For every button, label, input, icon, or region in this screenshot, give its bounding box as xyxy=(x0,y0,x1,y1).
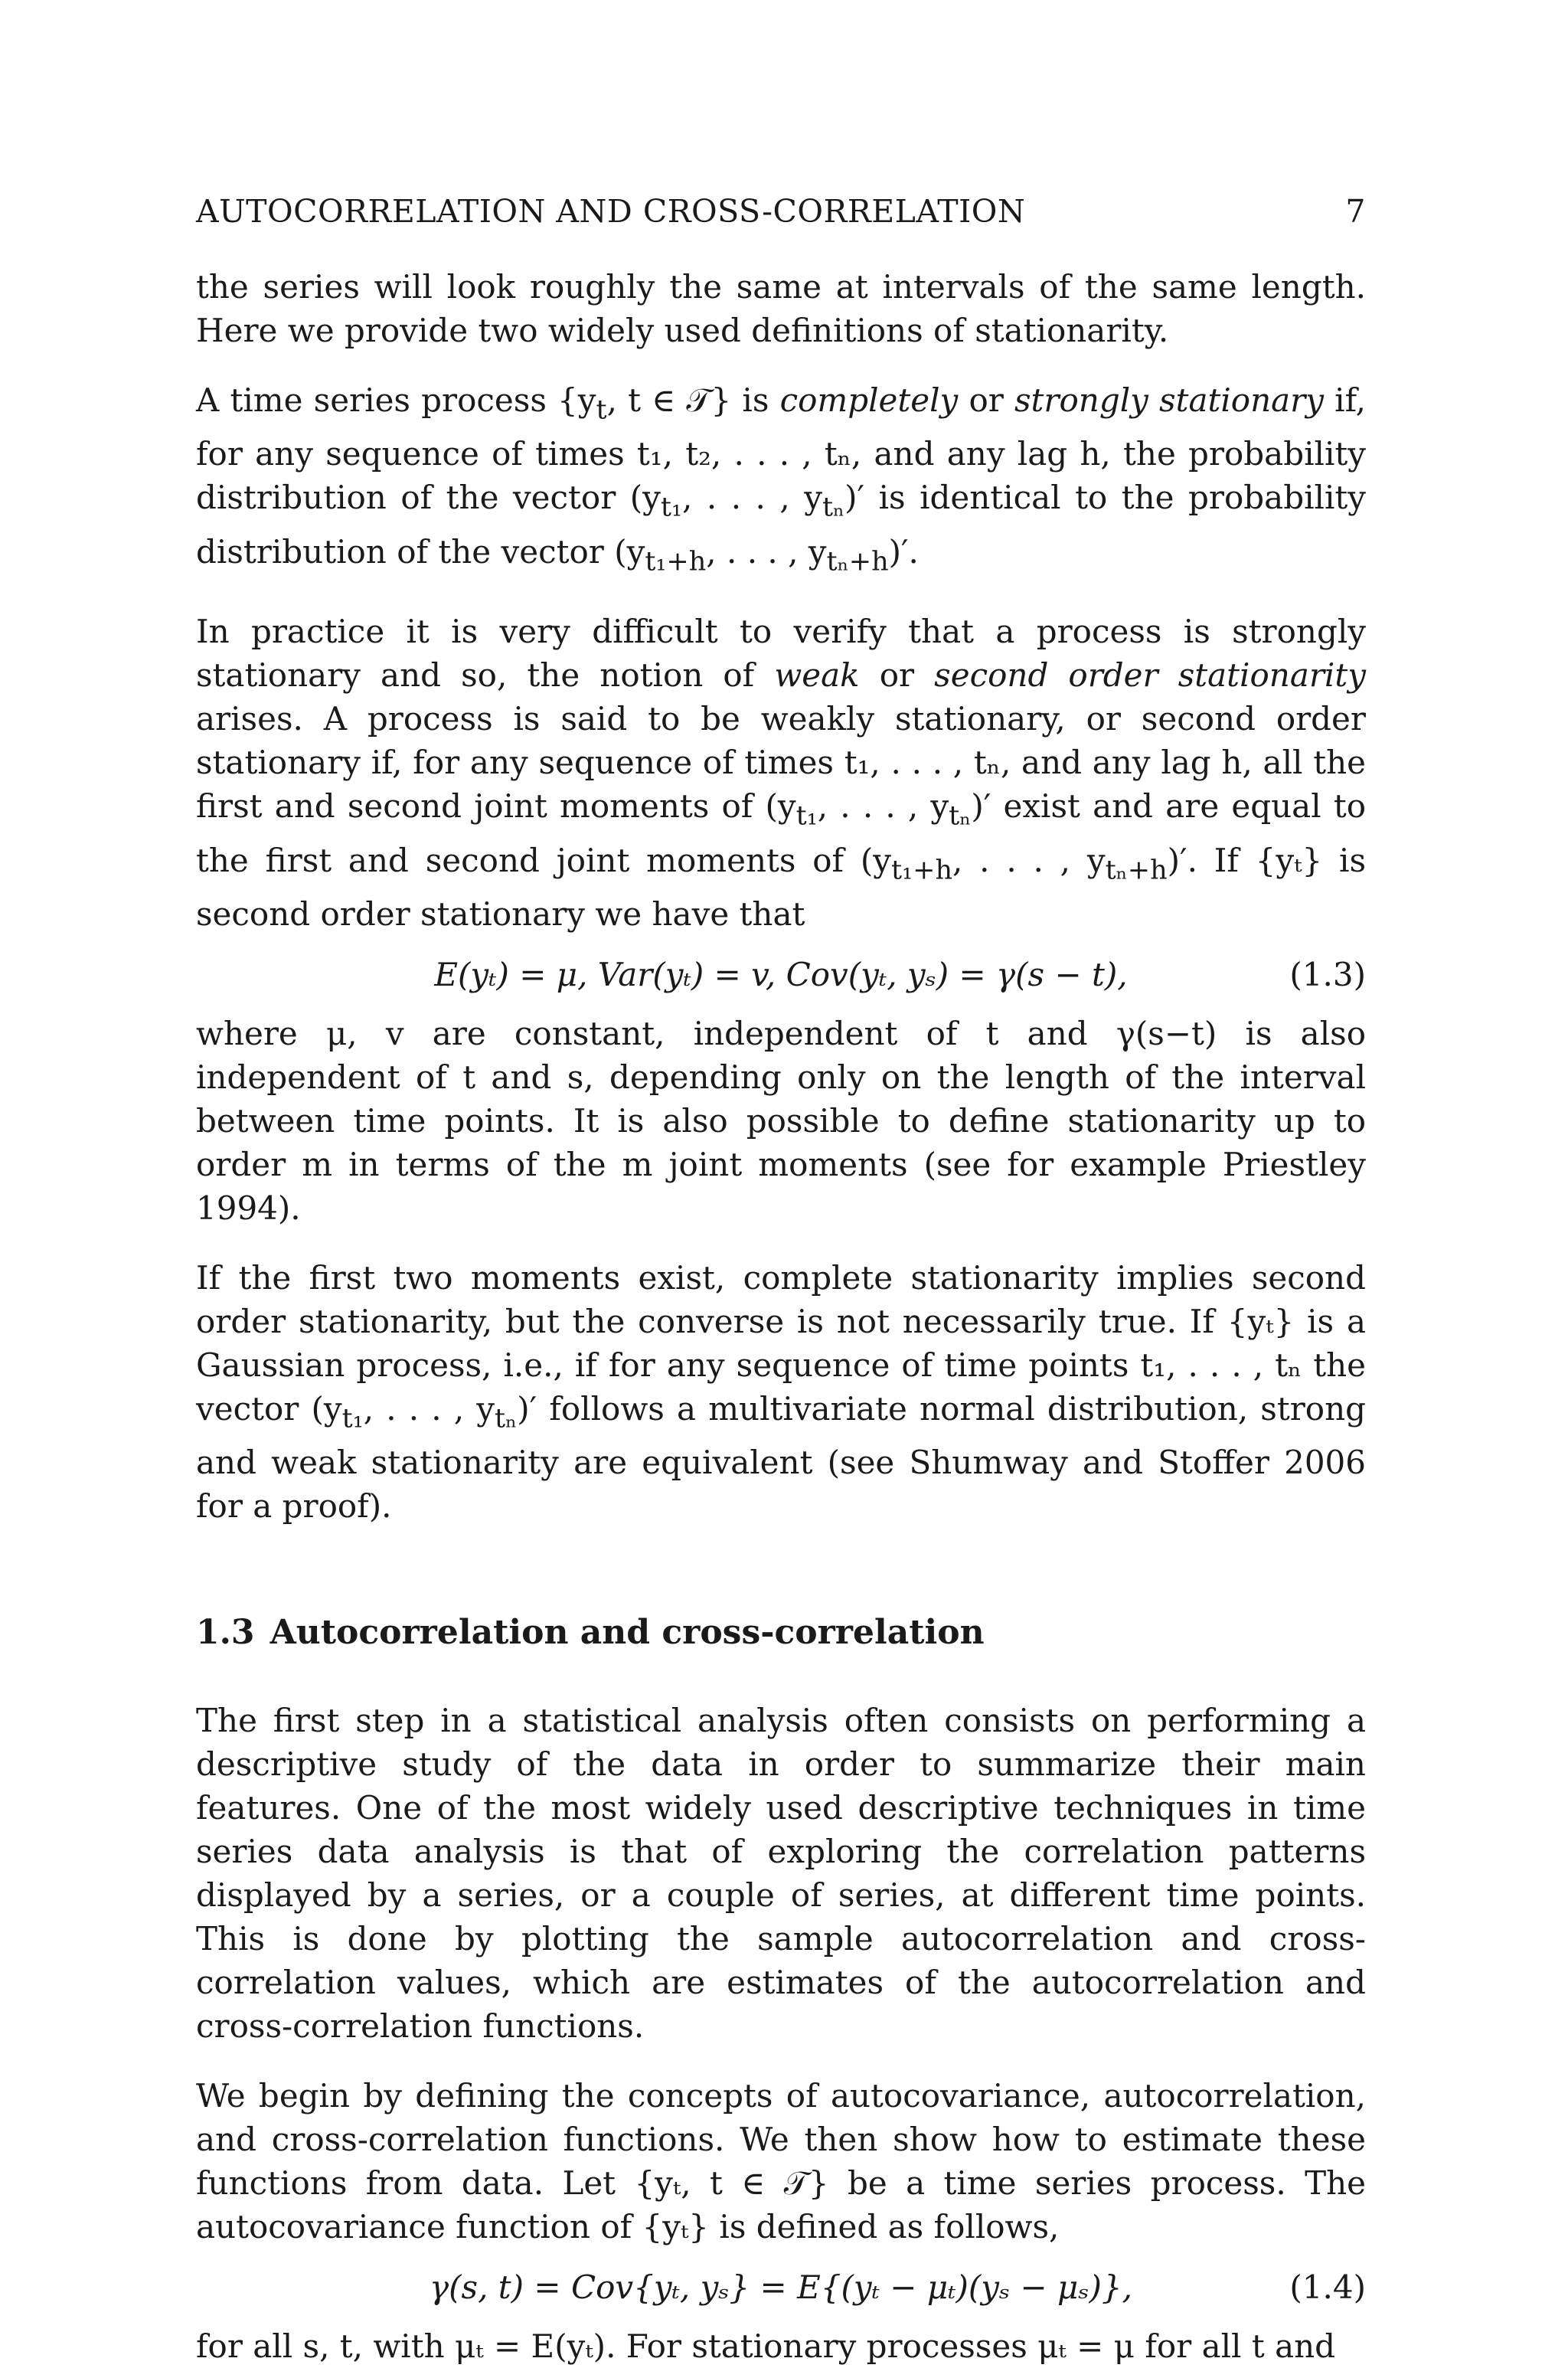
text-run: , . . . , y xyxy=(817,787,949,826)
text-run: , . . . , y xyxy=(363,1389,495,1428)
emphasis-term: strongly stationary xyxy=(1014,381,1324,419)
equation-number: (1.3) xyxy=(1289,955,1366,993)
emphasis-term: completely xyxy=(779,381,959,419)
equation-number: (1.4) xyxy=(1289,2268,1366,2307)
text-run: )′. xyxy=(888,532,919,571)
text-run: arises. A process is said to be weakly stationary, or second order stationary if, for any sequence of times t₁, . . . , tₙ, and any lag h, all the first and second joint moments of (y xyxy=(196,700,1366,826)
body-text xyxy=(196,265,1366,2368)
text-run: , t ∈ 𝒯} is xyxy=(606,381,780,419)
subscript: t₁ xyxy=(341,1403,364,1434)
text-run: )′ exist and are equal to the first and second joint moments of (y xyxy=(196,787,1366,879)
emphasis-term: weak xyxy=(774,656,860,695)
subscript: t₁+h xyxy=(891,854,952,885)
section-heading xyxy=(196,1611,1366,1654)
equation-1-4 xyxy=(196,2265,1366,2309)
subscript: tₙ+h xyxy=(1105,854,1168,885)
text-run: , . . . , y xyxy=(952,841,1106,879)
subscript: tₙ+h xyxy=(826,546,889,577)
running-header xyxy=(196,193,1366,230)
section-title: Autocorrelation and cross-correlation xyxy=(270,1613,985,1653)
text-run: , . . . , y xyxy=(706,532,827,571)
text-run: If the first two moments exist, complete stationarity implies second order stationarity, but the converse is not necessarily true. If {yₜ} is a Gaussian process, i.e., if for any sequence of time points t₁, . . . , tₙ the vector (y xyxy=(196,1258,1366,1428)
paragraph-7: We begin by defining the concepts of autocovariance, autocorrelation, and cross-correlation functions. We then show how to estimate these functions from data. Let {yₜ, t ∈ 𝒯} be a time series process. The autocovariance function of {yₜ} is defined as follows, xyxy=(196,2077,1366,2246)
text-run: )′ is identical to the probability distribution of the vector (y xyxy=(196,479,1366,571)
paragraph-5-gaussian xyxy=(196,1256,1366,1528)
paragraph-4: where μ, v are constant, independent of t and γ(s−t) is also independent of t and s, depending only on the length of the interval between time points. It is also possible to define stationarity up to order m in terms of the m joint moments (see for example Priestley 1994). xyxy=(196,1014,1366,1227)
page-number: 7 xyxy=(1345,193,1366,230)
section-number: 1.3 xyxy=(196,1613,255,1653)
subscript: t xyxy=(596,394,607,426)
text-run: , . . . , y xyxy=(682,479,822,517)
text-run: or xyxy=(859,656,935,695)
text-run: )′ follows a multivariate normal distribution, strong and weak stationarity are equivalent (see Shumway and Stoffer 2006 for a proof). xyxy=(196,1389,1367,1526)
subscript: tₙ xyxy=(822,492,845,523)
text-run: if, for any sequence of times t₁, t₂, . . . , tₙ, and any lag h, the probability distribution of the vector (y xyxy=(196,381,1366,517)
paragraph-8: for all s, t, with μₜ = E(yₜ). For stationary processes μₜ = μ for all t and xyxy=(196,2327,1336,2366)
text-run: or xyxy=(958,381,1014,419)
subscript: t₁ xyxy=(660,492,682,523)
emphasis-term: second order stationarity xyxy=(934,656,1366,695)
paragraph-6: The first step in a statistical analysis often consists on performing a descriptive study of the data in order to summarize their main features. One of the most widely used descriptive techniques in time series data analysis is that of exploring the correlation patterns displayed by a series, or a couple of series, at different time points. This is done by plotting the sample autocorrelation and cross-correlation values, which are estimates of the autocorrelation and cross-correlation functions. xyxy=(196,1702,1366,2046)
subscript: t₁ xyxy=(795,800,818,832)
text-run: In practice it is very difficult to verify that a process is strongly stationary and so, the notion of xyxy=(196,613,1366,695)
running-title: AUTOCORRELATION AND CROSS-CORRELATION xyxy=(196,193,1026,230)
equation-body: E(yₜ) = μ, Var(yₜ) = v, Cov(yₜ, yₛ) = γ(s − t), xyxy=(434,955,1128,993)
paragraph-1: the series will look roughly the same at intervals of the same length. Here we provide two widely used definitions of stationarity. xyxy=(196,268,1366,349)
subscript: t₁+h xyxy=(645,546,707,577)
text-run: A time series process {y xyxy=(196,381,596,419)
paragraph-2-strong-stationarity xyxy=(196,378,1366,584)
equation-body: γ(s, t) = Cov{yₜ, yₛ} = E{(yₜ − μₜ)(yₛ − μₛ)}, xyxy=(430,2268,1132,2307)
equation-1-3 xyxy=(196,953,1366,996)
text-run: )′. If {yₜ} is second order stationary we have that xyxy=(196,841,1367,933)
subscript: tₙ xyxy=(495,1403,518,1434)
paragraph-3-weak-stationarity xyxy=(196,610,1366,936)
subscript: tₙ xyxy=(949,800,972,832)
